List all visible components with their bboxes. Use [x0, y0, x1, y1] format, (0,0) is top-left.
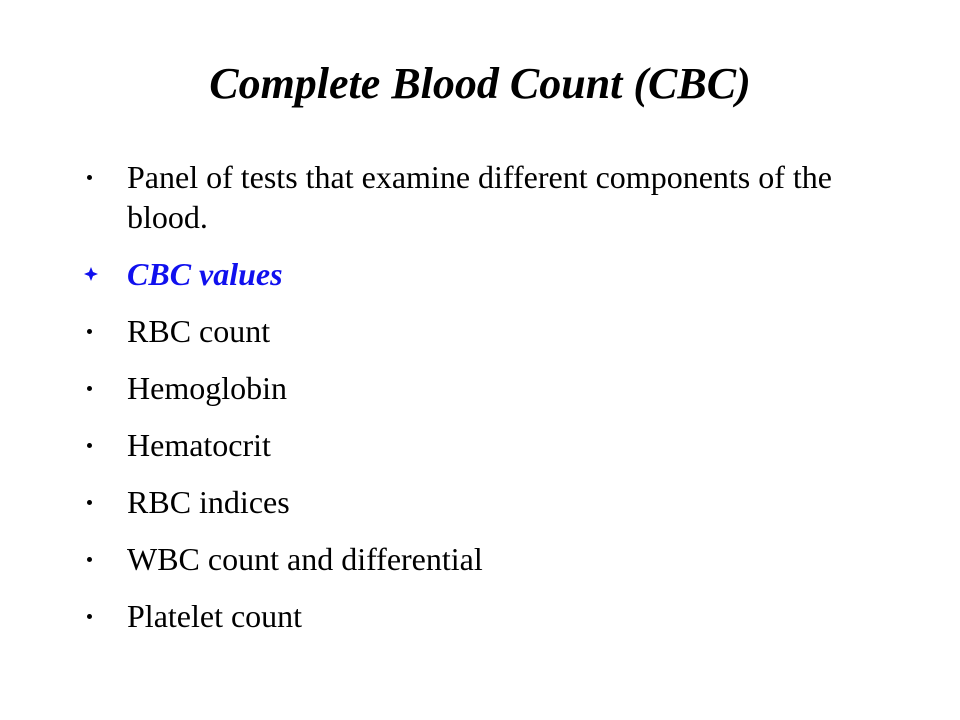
- bullet-text: Panel of tests that examine different components of the blood.: [127, 159, 832, 235]
- bullet-item: [84, 367, 904, 410]
- dot-icon: [87, 557, 92, 562]
- bullet-item: [84, 157, 904, 237]
- diamond-icon: [84, 267, 98, 281]
- bullet-marker: [84, 367, 96, 410]
- dot-icon: [87, 443, 92, 448]
- bullet-item: [84, 310, 904, 353]
- bullet-item-highlighted: [84, 253, 904, 296]
- dot-icon: [87, 329, 92, 334]
- bullet-marker: [84, 538, 96, 581]
- dot-icon: [87, 175, 92, 180]
- bullet-item: [84, 424, 904, 467]
- dot-icon: [87, 614, 92, 619]
- bullet-marker: [84, 310, 96, 353]
- bullet-item: [84, 538, 904, 581]
- bullet-text: RBC indices: [127, 484, 290, 520]
- bullet-text: Hematocrit: [127, 427, 271, 463]
- dot-icon: [87, 386, 92, 391]
- bullet-marker: [84, 481, 96, 524]
- bullet-list: [84, 157, 904, 652]
- bullet-marker: [84, 424, 96, 467]
- bullet-text: Platelet count: [127, 598, 303, 634]
- dot-icon: [87, 500, 92, 505]
- bullet-text: RBC count: [127, 313, 271, 349]
- bullet-text-highlighted: CBC values: [127, 256, 283, 292]
- bullet-item: [84, 481, 904, 524]
- slide-title: Complete Blood Count (CBC): [209, 59, 751, 108]
- bullet-marker: [84, 595, 96, 638]
- bullet-marker: [84, 157, 96, 200]
- bullet-text: WBC count and differential: [127, 541, 483, 577]
- bullet-item: [84, 595, 904, 638]
- bullet-marker: [84, 253, 96, 296]
- bullet-text: Hemoglobin: [127, 370, 287, 406]
